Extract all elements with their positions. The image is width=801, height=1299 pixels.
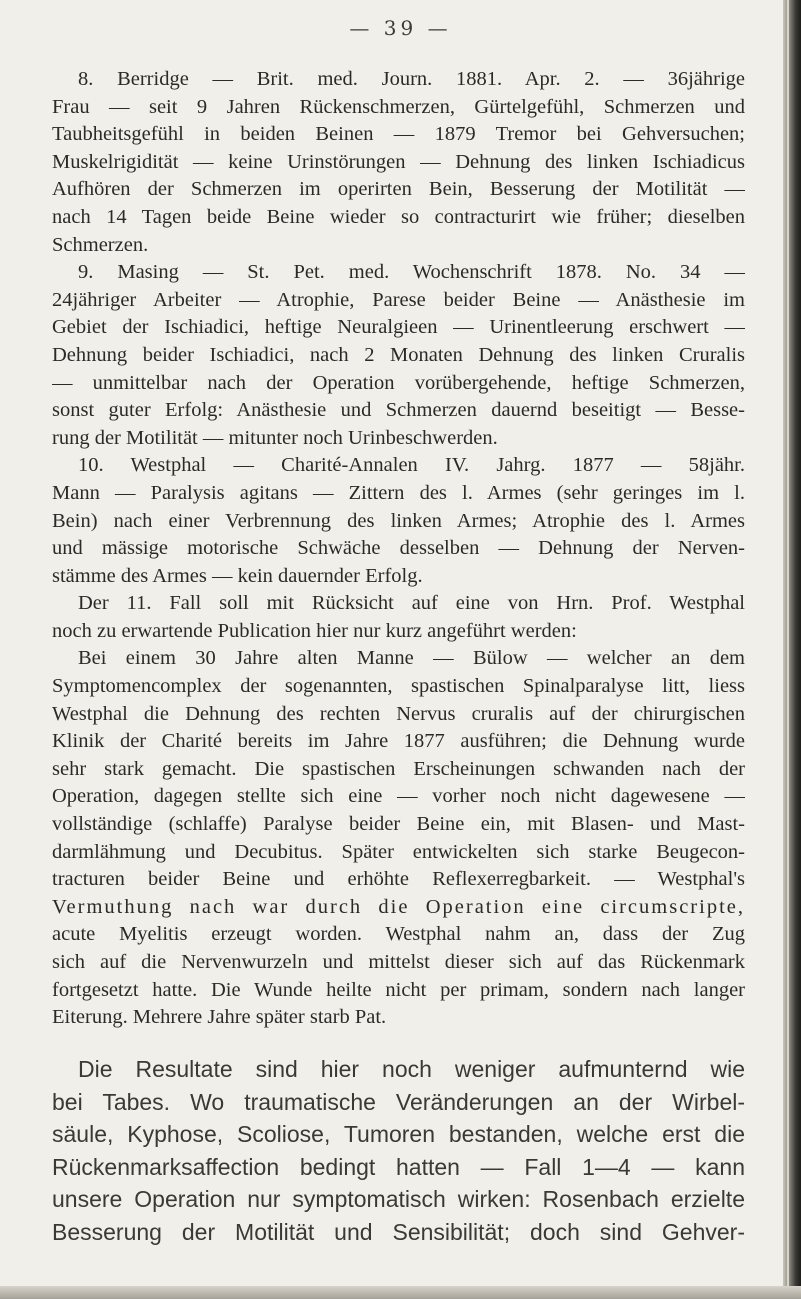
text-line: sehr stark gemacht. Die spastischen Erscheinungen schwanden nach der: [52, 757, 745, 780]
summary-line: Rückenmarksaffection bedingt hatten — Fall 1—4 — kann: [52, 1153, 745, 1180]
text-line: nach 14 Tagen beide Beine wieder so contracturirt wie früher; dieselben: [52, 205, 745, 228]
text-line: vollständige (schlaffe) Paralyse beider Beine ein, mit Blasen- und Mast-: [52, 813, 745, 836]
text-line: Symptomencomplex der sogenannten, spastischen Spinalparalyse litt, liess: [52, 675, 745, 698]
summary-line: säule, Kyphose, Scoliose, Tumoren bestanden, welche erst die: [52, 1121, 745, 1147]
text-line: Aufhören der Schmerzen im operirten Bein, Besserung der Motilität —: [52, 178, 745, 201]
text-line: 10. Westphal — Charité-Annalen IV. Jahrg. 1877 — 58jähr.: [78, 454, 745, 477]
text-line: Taubheitsgefühl in beiden Beinen — 1879 Tremor bei Gehversuchen;: [52, 123, 745, 146]
text-line: acute Myelitis erzeugt worden. Westphal nahm an, dass der Zug: [52, 923, 745, 946]
summary-line: Besserung der Motilität und Sensibilität; doch sind Gehver-: [52, 1218, 745, 1245]
text-line: rung der Motilität — mitunter noch Urinbeschwerden.: [52, 426, 498, 449]
text-line: sich auf die Nervenwurzeln und mittelst dieser sich auf das Rückenmark: [52, 951, 745, 973]
text-line: — unmittelbar nach der Operation vorübergehende, heftige Schmerzen,: [52, 371, 745, 394]
text-line: Frau — seit 9 Jahren Rückenschmerzen, Gürtelgefühl, Schmerzen und: [52, 95, 745, 118]
text-line: sonst guter Erfolg: Anästhesie und Schmerzen dauernd beseitigt — Besse-: [52, 399, 745, 422]
text-line: Eiterung. Mehrere Jahre später starb Pat.: [52, 1006, 387, 1029]
text-line: Dehnung beider Ischiadici, nach 2 Monaten Dehnung des linken Cruralis: [52, 343, 745, 366]
text-line: und mässige motorische Schwäche desselben — Dehnung der Nerven-: [52, 537, 745, 560]
text-line: stämme des Armes — kein dauernder Erfolg.: [52, 564, 423, 587]
text-line: Mann — Paralysis agitans — Zittern des l. Armes (sehr geringes im l.: [52, 481, 745, 504]
text-line: Klinik der Charité bereits im Jahre 1877 ausführen; die Dehnung wurde: [52, 730, 745, 753]
case-reports-text: [52, 66, 745, 1032]
summary-line: unsere Operation nur symptomatisch wirken: Rosenbach erzielte: [52, 1186, 745, 1212]
summary-line: Die Resultate sind hier noch weniger aufmunternd wie: [78, 1056, 745, 1082]
book-binding-edge: [783, 0, 801, 1299]
text-line: tracturen beider Beine und erhöhte Reflexerregbarkeit. — Westphal's: [52, 868, 745, 891]
page-number: — 39 —: [349, 16, 452, 40]
text-line: Westphal die Dehnung des rechten Nervus cruralis auf der chirurgischen: [52, 702, 745, 725]
text-line: fortgesetzt hatte. Die Wunde heilte nicht per primam, sondern nach langer: [52, 978, 745, 1001]
text-line: Bein) nach einer Verbrennung des linken Armes; Atrophie des l. Armes: [52, 509, 745, 532]
text-line: darmlähmung und Decubitus. Später entwickelten sich starke Beugecon-: [52, 840, 745, 863]
text-line: Vermuthung nach war durch die Operation eine circumscripte,: [52, 895, 745, 918]
summary-paragraph: [52, 1053, 745, 1248]
text-line: noch zu erwartende Publication hier nur kurz angeführt werden:: [52, 619, 577, 642]
text-line: 8. Berridge — Brit. med. Journ. 1881. Apr. 2. — 36jährige: [78, 68, 745, 90]
text-line: 24jähriger Arbeiter — Atrophie, Parese beider Beine — Anästhesie im: [52, 288, 745, 311]
page-bottom-edge: [0, 1286, 801, 1299]
text-line: Bei einem 30 Jahre alten Manne — Bülow — welcher an dem: [78, 647, 745, 670]
text-line: Gebiet der Ischiadici, heftige Neuralgieen — Urinentleerung erschwert —: [52, 316, 745, 339]
summary-line: bei Tabes. Wo traumatische Veränderungen an der Wirbel-: [52, 1088, 745, 1115]
text-line: 9. Masing — St. Pet. med. Wochenschrift 1878. No. 34 —: [78, 261, 745, 284]
text-line: Muskelrigidität — keine Urinstörungen — Dehnung des linken Ischiadicus: [52, 150, 745, 173]
text-line: Operation, dagegen stellte sich eine — vorher noch nicht dagewesene —: [52, 785, 745, 808]
text-line: Der 11. Fall soll mit Rücksicht auf eine von Hrn. Prof. Westphal: [78, 592, 745, 615]
text-line: Schmerzen.: [52, 233, 149, 256]
